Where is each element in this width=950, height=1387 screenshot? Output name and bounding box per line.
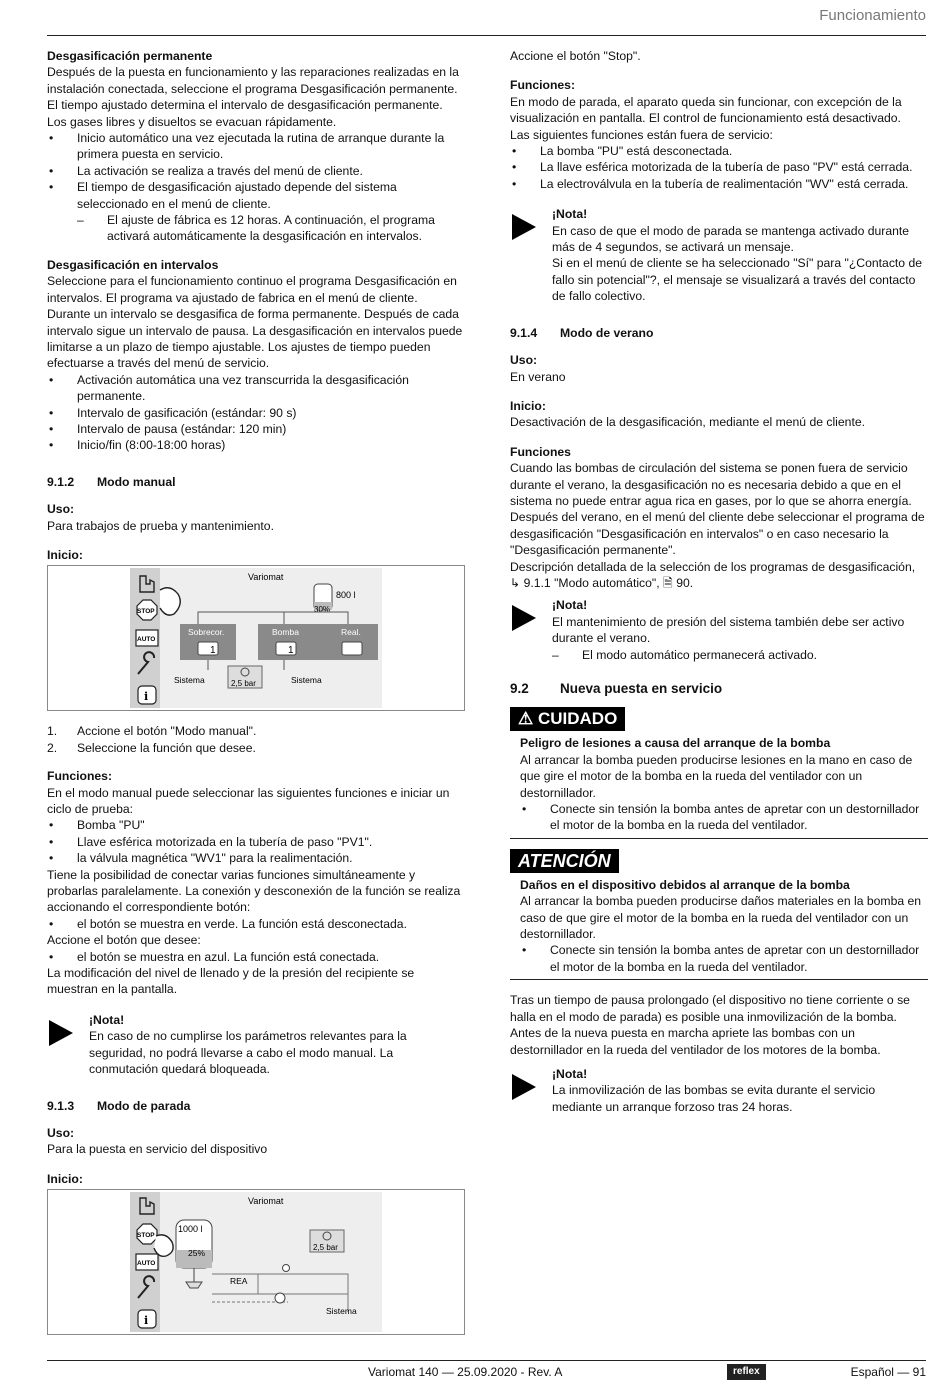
section-number: 9.1.3 (47, 1098, 75, 1113)
left-column (47, 48, 465, 1335)
list-item: • Inicio/fin (8:00-18:00 horas) (47, 437, 465, 453)
svg-text:Bomba: Bomba (272, 627, 299, 638)
warning-triangle-icon: ⚠ (518, 709, 538, 729)
step-item: 1. Accione el botón "Modo manual". (47, 724, 257, 739)
bullet-list (520, 801, 928, 834)
manual-mode-screen (48, 566, 464, 710)
bullet-list (47, 130, 465, 212)
section-title: Modo de verano (560, 325, 654, 340)
paragraph: En modo de parada, el aparato queda sin funcionar, con excepción de la visualización en pantalla. El control de funcionamiento está desactivado. (510, 94, 902, 126)
note-box (510, 206, 928, 304)
list-item: • La activación se realiza a través del menú de cliente. (47, 163, 465, 179)
list-item: • Bomba "PU" (47, 817, 465, 833)
section-number: 9.2 (510, 681, 529, 696)
paragraph: Después del verano, en el menú del cliente debe seleccionar el programa de desgasificación "Desgasificación en intervalos" o en caso necesario la "Desgasificación permanente". (510, 510, 925, 558)
footer-page: Español — 91 (850, 1365, 926, 1379)
paragraph: Tras un tiempo de pausa prolongado (el dispositivo no tiene corriente o se halla en el modo de parada) es posible una inmovilización de la bomba. Antes de la nueva puesta en marcha apriete las bombas con un destornillador en la rueda del ventilador de los motores de la bomba. (510, 993, 910, 1057)
paragraph: Tiene la posibilidad de conectar varias funciones simultáneamente y probarlas paralelamente. La conexión y desconexión de la función se realiza accionando el correspondiente botón: (47, 867, 461, 915)
warning-tag: ATENCIÓN (510, 849, 619, 873)
paragraph: Las siguientes funciones están fuera de servicio: (510, 127, 773, 142)
svg-text:Real.: Real. (341, 627, 361, 638)
svg-text:2,5 bar: 2,5 bar (231, 679, 256, 689)
bullet-list (47, 372, 465, 454)
note-arrow-icon (49, 1020, 73, 1046)
list-item: • el botón se muestra en azul. La función está conectada. (47, 949, 465, 965)
level-label: 30% (314, 605, 331, 615)
warning-tag: ⚠ CUIDADO (510, 707, 625, 731)
note-label: ¡Nota! (552, 1066, 588, 1081)
note-text: En caso de que el modo de parada se mantenga activado durante más de 4 segundos, se activará un mensaje. (552, 223, 910, 255)
tile-sobrecor[interactable] (180, 624, 236, 660)
warning-title: Peligro de lesiones a causa del arranque de la bomba (520, 736, 831, 751)
paragraph: Desactivación de la desgasificación, mediante el menú de cliente. (510, 415, 865, 430)
step-list (47, 723, 465, 756)
paragraph: La modificación del nivel de llenado y de la presión del recipiente se muestran en la pantalla. (47, 966, 415, 997)
note-arrow-icon (512, 214, 536, 240)
footer-rule (47, 1360, 926, 1361)
dash-list (47, 212, 465, 245)
svg-text:STOP: STOP (137, 1232, 155, 1240)
pump-icon (275, 1293, 285, 1303)
screen-title: Variomat (248, 1196, 284, 1207)
warning-rule (510, 838, 928, 839)
warning-text: Al arrancar la bomba pueden producirse daños materiales en la bomba en caso de que gire el motor de la bomba en la rueda del ventilador con un destornillador. (520, 894, 922, 942)
section-heading-92 (510, 681, 928, 697)
section-heading-912 (47, 474, 465, 490)
volume-label: 800 l (336, 590, 356, 601)
note-label: ¡Nota! (552, 598, 588, 613)
svg-text:AUTO: AUTO (137, 1260, 156, 1268)
stop-button[interactable] (137, 600, 157, 620)
note-label: ¡Nota! (89, 1012, 125, 1027)
section-heading-914 (510, 325, 928, 341)
bullet-list (47, 817, 465, 866)
note-box (510, 597, 928, 663)
list-item: – El modo automático permanecerá activado. (522, 647, 928, 663)
svg-text:1: 1 (210, 645, 216, 657)
cross-reference-link[interactable]: ↳ 9.1.1 "Modo automático", 🗎 90. (510, 575, 694, 590)
svg-text:i: i (144, 690, 149, 704)
tile-bomba[interactable] (258, 624, 378, 660)
reflex-logo: reflex (727, 1364, 766, 1380)
paragraph: El tiempo ajustado determina el intervalo de desgasificación permanente. Los gases libres y disueltos se evacuan rápidamente. (47, 98, 443, 129)
list-item: • Intervalo de pausa (estándar: 120 min) (47, 421, 465, 437)
figure-stop-mode (47, 1189, 465, 1335)
funciones-label: Funciones: (47, 769, 113, 784)
funciones-label: Funciones (510, 444, 571, 459)
dash-list (522, 647, 928, 663)
inicio-label: Inicio: (510, 398, 546, 413)
header-rule (47, 35, 926, 36)
paragraph: En el modo manual puede seleccionar las siguientes funciones e iniciar un ciclo de prueba: (47, 785, 450, 816)
uso-label: Uso: (47, 502, 75, 517)
list-item: • La llave esférica motorizada de la tubería de paso "PV" está cerrada. (510, 159, 928, 175)
list-item: • Conecte sin tensión la bomba antes de apretar con un destornillador el motor de la bomba en la rueda del ventilador. (520, 801, 928, 834)
section-title: Modo de parada (97, 1098, 191, 1113)
right-column (510, 48, 928, 1115)
note-text: El mantenimiento de presión del sistema también debe ser activo durante el verano. (552, 614, 905, 646)
warning-text: Al arrancar la bomba pueden producirse lesiones en la mano en caso de que gire el motor de la bomba en la rueda del ventilador con un destornillador. (520, 752, 913, 800)
list-item: • Llave esférica motorizada en la tubería de paso "PV1". (47, 834, 465, 850)
note-label: ¡Nota! (552, 207, 588, 222)
auto-button[interactable] (136, 630, 158, 646)
section-title-permanent: Desgasificación permanente (47, 49, 213, 63)
svg-text:AUTO: AUTO (137, 636, 156, 644)
bullet-list (47, 949, 465, 965)
info-icon[interactable] (138, 1310, 156, 1328)
funciones-label: Funciones: (510, 78, 576, 93)
paragraph: Durante un intervalo se desgasifica de forma permanente. Después de cada intervalo sigue un intervalo de pausa. La desgasificación en intervalos puede limitarse a un plazo de tiempo ajustable. Los ajustes de tiempo pueden efectuarse a través del menú de servicio. (47, 307, 463, 371)
rea-label: REA (230, 1276, 248, 1287)
bullet-list (520, 942, 928, 975)
bullet-list (47, 916, 465, 932)
paragraph: Cuando las bombas de circulación del sistema se ponen fuera de servicio durante el verano, la desgasificación no es necesaria debido a que en el sistema no puede entrar agua rica en gases, por lo que se ahorra energía. (510, 461, 912, 508)
section-title-intervals: Desgasificación en intervalos (47, 257, 219, 272)
list-item: • Inicio automático una vez ejecutada la rutina de arranque durante la primera puesta en servicio. (47, 130, 465, 163)
figure-manual-mode (47, 565, 465, 711)
paragraph: Para trabajos de prueba y mantenimiento. (47, 518, 274, 533)
step-item: 2. Seleccione la función que desee. (47, 740, 256, 755)
paragraph: Seleccione para el funcionamiento continuo el programa Desgasificación en intervalos. El programa va ajustado de fabrica en el menú de cliente. (47, 274, 457, 305)
svg-text:1: 1 (288, 645, 294, 657)
paragraph: Después de la puesta en funcionamiento y las reparaciones realizadas en la instalación conectada, seleccione el programa Desgasificación permanente. (47, 65, 459, 96)
info-icon[interactable] (138, 686, 156, 704)
list-item: • La bomba "PU" está desconectada. (510, 143, 928, 159)
system-label: Sistema (174, 675, 205, 686)
section-title: Nueva puesta en servicio (560, 681, 723, 696)
uso-label: Uso: (510, 353, 538, 368)
inicio-label: Inicio: (47, 547, 83, 562)
note-arrow-icon (512, 1074, 536, 1100)
system-label: Sistema (326, 1306, 357, 1317)
note-text: La inmovilización de las bombas se evita durante el servicio mediante un arranque forzoso tras 24 horas. (552, 1083, 876, 1114)
list-item: • Activación automática una vez transcurrida la desgasificación permanente. (47, 372, 465, 405)
system-label: Sistema (291, 675, 322, 686)
svg-text:Sobrecor.: Sobrecor. (188, 627, 225, 638)
list-item: • Conecte sin tensión la bomba antes de apretar con un destornillador el motor de la bomba en la rueda del ventilador. (520, 942, 928, 975)
volume-label: 1000 l (178, 1224, 203, 1235)
paragraph: En verano (510, 369, 566, 384)
bullet-list (510, 143, 928, 192)
inicio-label: Inicio: (47, 1171, 83, 1186)
valve-icon (283, 1265, 290, 1272)
uso-label: Uso: (47, 1125, 75, 1140)
section-title: Modo manual (97, 474, 176, 489)
list-item: • la válvula magnética "WV1" para la realimentación. (47, 850, 465, 866)
svg-text:i: i (144, 1314, 149, 1328)
warning-atencion (510, 849, 928, 980)
paragraph: Accione el botón que desee: (47, 933, 201, 948)
note-text: Si en el menú de cliente se ha seleccionado "Sí" para "¿Contacto de fallo sin potencial"?, el mensaje se visualizará a través del contacto de fallo colectivo. (552, 256, 923, 304)
list-item: • Intervalo de gasificación (estándar: 90 s) (47, 405, 465, 421)
note-box (47, 1012, 465, 1078)
section-heading-913 (47, 1098, 465, 1114)
stop-mode-screen (48, 1190, 464, 1334)
svg-text:STOP: STOP (137, 608, 155, 616)
section-number: 9.1.2 (47, 474, 75, 489)
paragraph: Accione el botón "Stop". (510, 49, 641, 63)
pressure-gauge (310, 1230, 344, 1252)
warning-title: Daños en el dispositivo debidos al arranque de la bomba (520, 877, 850, 892)
auto-button[interactable] (136, 1254, 158, 1270)
note-box (510, 1066, 928, 1115)
list-item: • La electroválvula en la tubería de realimentación "WV" está cerrada. (510, 176, 928, 192)
pressure-gauge (228, 666, 262, 688)
footer-doc: Variomat 140 — 25.09.2020 - Rev. A (368, 1365, 563, 1379)
paragraph: Descripción detallada de la selección de los programas de desgasificación, (510, 559, 916, 574)
note-text: En caso de no cumplirse los parámetros relevantes para la seguridad, no podrá llevarse a cabo el modo manual. La conmutación quedará bloqueada. (89, 1029, 407, 1077)
list-item: – El ajuste de fábrica es 12 horas. A continuación, el programa activará automáticamente la desgasificación en intervalos. (47, 212, 465, 245)
warning-rule (510, 979, 928, 980)
svg-text:2,5 bar: 2,5 bar (313, 1243, 338, 1253)
section-number: 9.1.4 (510, 325, 538, 340)
list-item: • El tiempo de desgasificación ajustado depende del sistema seleccionado en el menú de cliente. (47, 179, 465, 212)
paragraph: Para la puesta en servicio del dispositivo (47, 1142, 268, 1157)
note-arrow-icon (512, 605, 536, 631)
warning-cuidado (510, 707, 928, 838)
screen-title: Variomat (248, 572, 284, 583)
running-header: Funcionamiento (819, 7, 926, 24)
level-label: 25% (188, 1248, 206, 1259)
list-item: • el botón se muestra en verde. La función está desconectada. (47, 916, 465, 932)
